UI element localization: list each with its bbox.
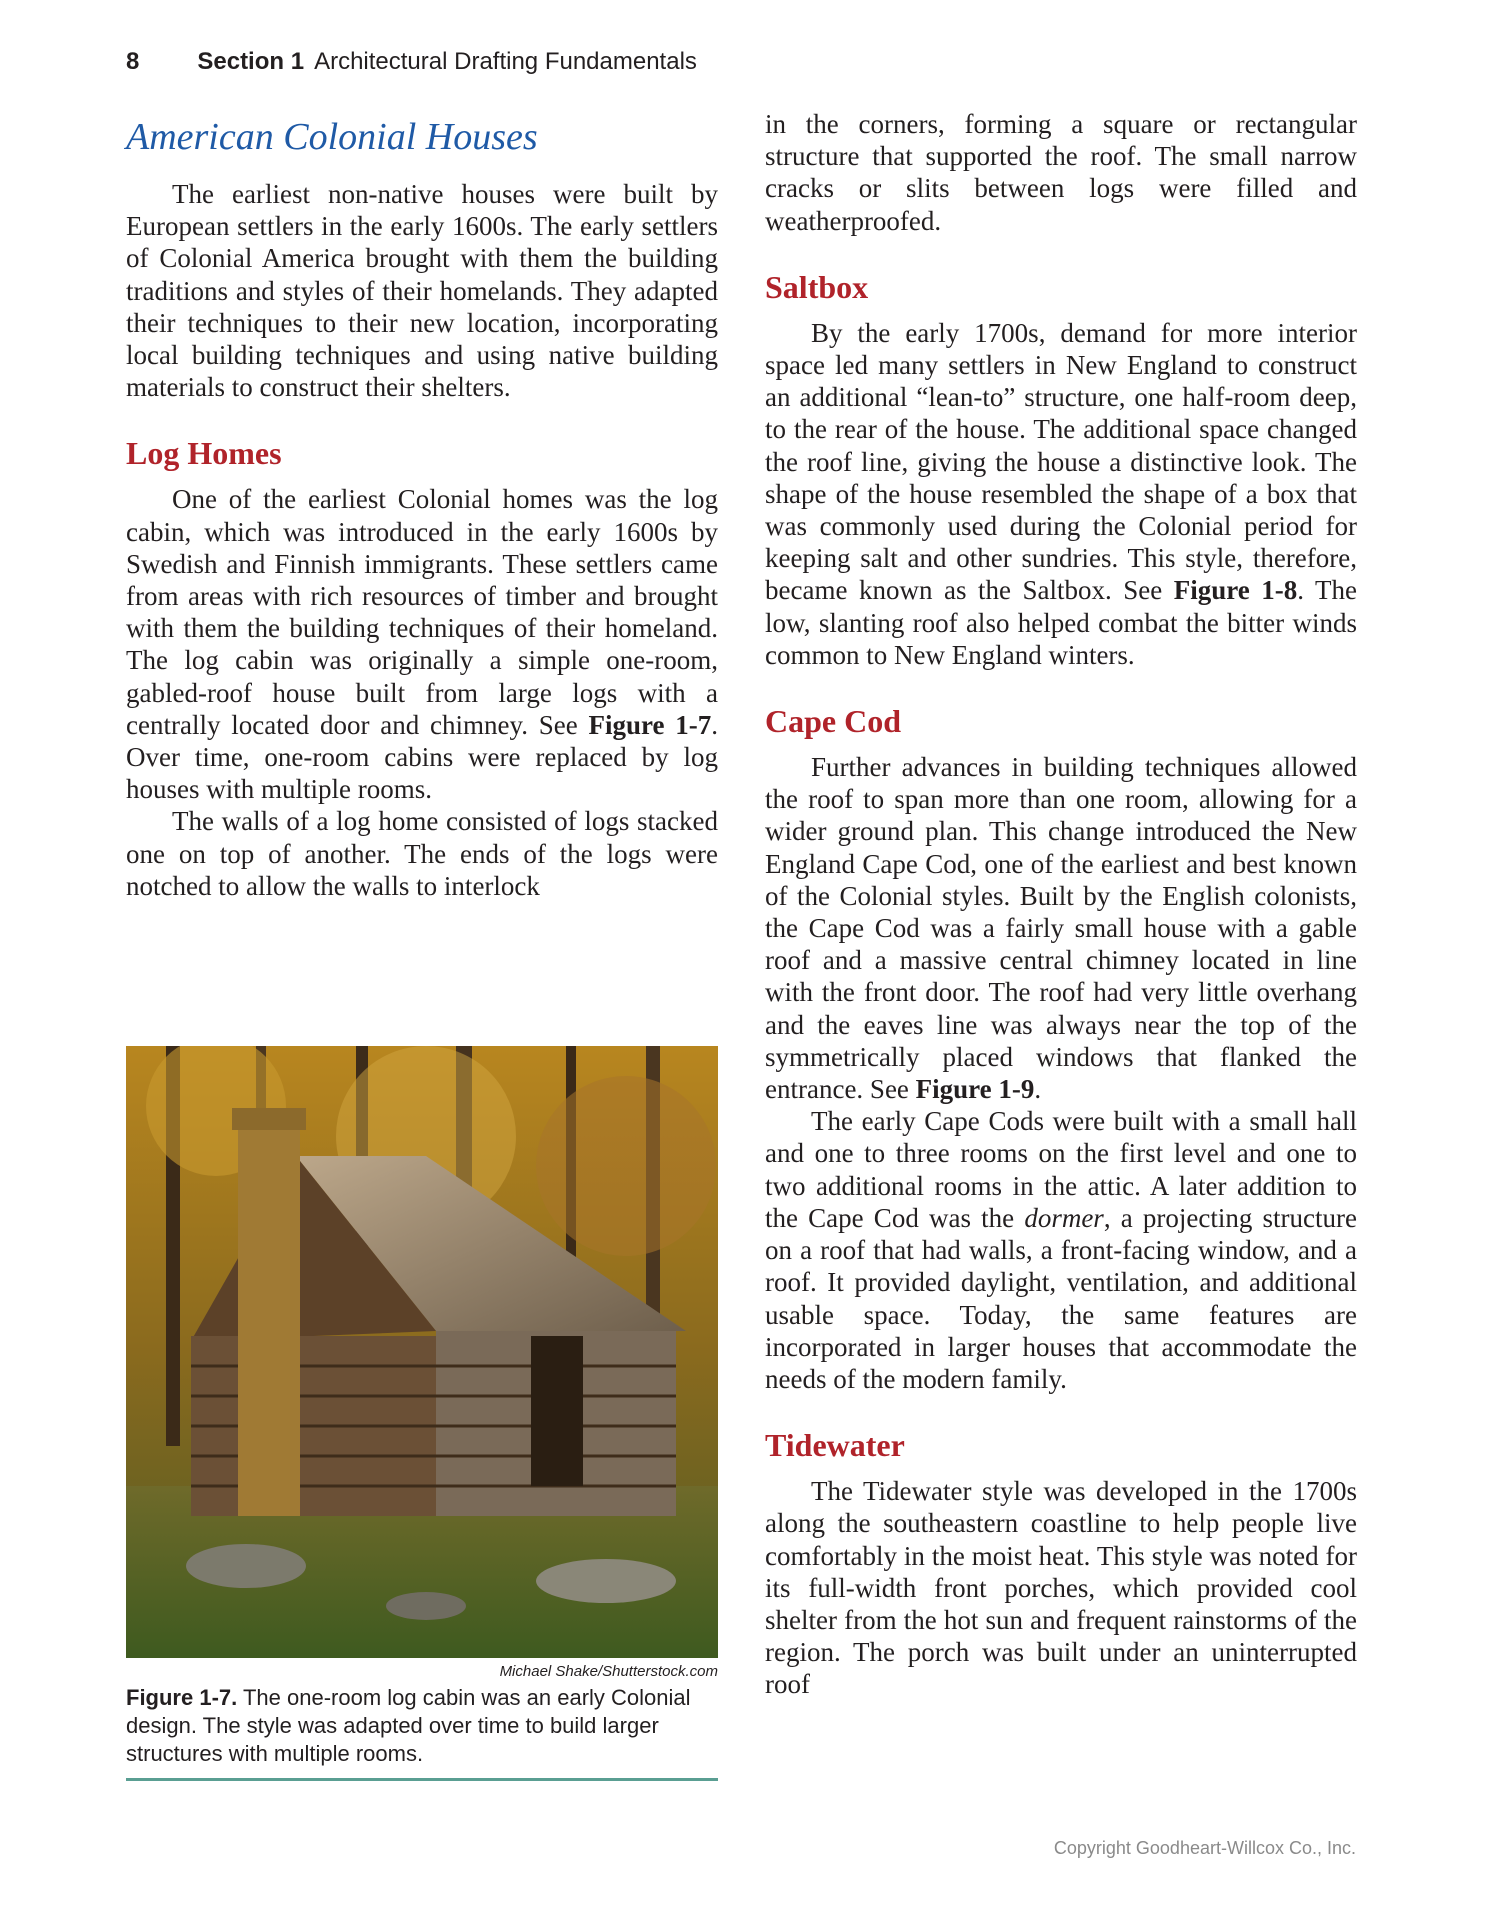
left-column [126,108,718,902]
log-cabin-photo [126,1046,718,1658]
photo-credit: Michael Shake/Shutterstock.com [499,1663,718,1680]
caption-rule [126,1778,718,1781]
log-homes-paragraph-1: One of the earliest Colonial homes was the log cabin, which was introduced in the early 1600s by Swedish and Finnish immigrants. These settlers came from areas with rich resources of timber and brought with them the building techniques of their homeland. The log cabin was originally a simple one-room, gabled-roof house built from large logs with a centrally located door and chimney. See Figure 1-7. Over time, one-room cabins were replaced by log houses with multiple rooms. [126,484,719,805]
cape-cod-paragraph-1: Further advances in building techniques allowed the roof to span more than one room, allowing for a wider ground plan. This change introduced the New England Cape Cod, one of the earliest and best known of the Colonial styles. Built by the English colonists, the Cape Cod was a fairly small house with a gable roof and a massive central chimney located in line with the front door. The roof had very little overhang and the eaves line was always near the top of the symmetrically placed windows that flanked the entrance. See Figure 1-9. [765,752,1357,1105]
figure-reference[interactable]: Figure 1-8 [1173,575,1298,606]
chapter-heading: American Colonial Houses [126,116,538,158]
page-number: 8 [126,48,140,75]
saltbox-paragraph: By the early 1700s, demand for more interior space led many settlers in New England to construct an additional “lean-to” structure, one half-room deep, to the rear of the house. The additional space changed the roof line, giving the house a distinctive look. The shape of the house resembled the shape of a box that was commonly used during the Colonial period for keeping salt and other sundries. This style, therefore, became known as the Saltbox. See Figure 1-8. The low, slanting roof also helped combat the bitter winds common to New England winters. [765,317,1357,670]
right-column [765,108,1357,1701]
page-header [126,48,697,76]
cape-cod-heading: Cape Cod [765,703,902,740]
cape-cod-paragraph-2: The early Cape Cods were built with a small hall and one to three rooms on the first level and one to two additional rooms in the attic. A later addition to the Cape Cod was the dormer, a projecting structure on a roof that had walls, a front-facing window, and a roof. It provided daylight, ventilation, and additional usable space. Today, the same features are incorporated in larger houses that accommodate the needs of the modern family. [765,1106,1357,1394]
dormer-term: dormer [1024,1202,1104,1233]
figure-caption: Figure 1-7. The one-room log cabin was an early Colonial design. The style was adapted over time to build larger structures with multiple rooms. [126,1685,691,1766]
figure-number: Figure 1-7. [126,1685,238,1710]
tidewater-heading: Tidewater [765,1427,905,1464]
log-homes-heading: Log Homes [126,435,282,472]
intro-paragraph: The earliest non-native houses were built by European settlers in the early 1600s. The early settlers of Colonial America brought with them the building traditions and styles of their homelands. They adapted their techniques to their new location, incorporating local building techniques and using native building materials to construct their shelters. [126,179,718,403]
saltbox-heading: Saltbox [765,268,869,305]
tidewater-paragraph: The Tidewater style was developed in the 1700s along the southeastern coastline to help people live comfortably in the moist heat. This style was noted for its full-width front porches, which provided cool shelter from the hot sun and frequent rainstorms of the region. The porch was built under an uninterrupted roof [765,1476,1357,1700]
section-title: Architectural Drafting Fundamentals [314,48,697,75]
figure-reference[interactable]: Figure 1-9 [915,1074,1035,1105]
figure-reference[interactable]: Figure 1-7 [588,709,712,740]
copyright-notice: Copyright Goodheart-Willcox Co., Inc. [1053,1838,1356,1858]
log-homes-paragraph-2: The walls of a log home consisted of logs stacked one on top of another. The ends of the logs were notched to allow the walls to interlock [126,806,718,901]
figure-1-7 [126,1046,718,1781]
section-label: Section 1 [197,48,305,75]
continued-paragraph: in the corners, forming a square or rectangular structure that supported the roof. The small narrow cracks or slits between logs were filled and weatherproofed. [765,109,1357,236]
